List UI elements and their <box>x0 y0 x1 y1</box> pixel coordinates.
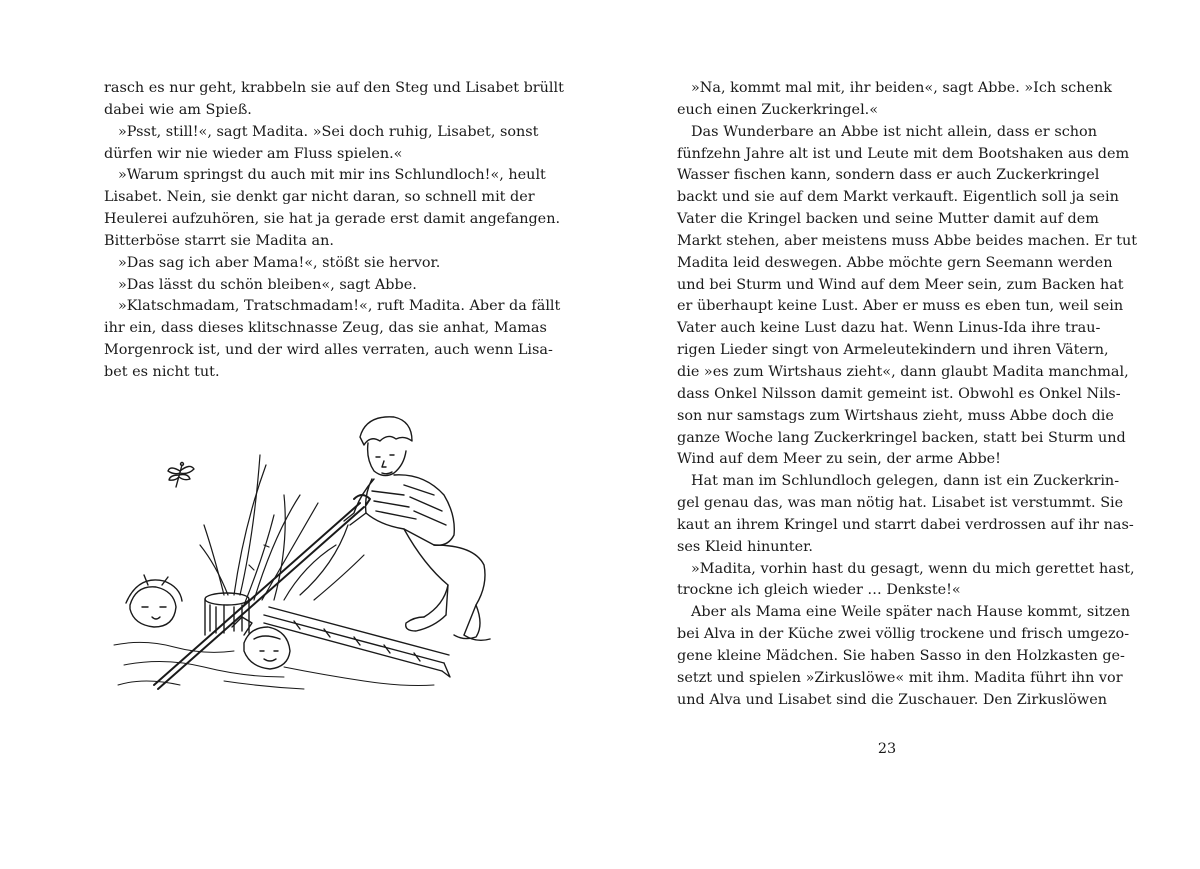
text-line: Bitterböse starrt sie Madita an. <box>104 232 334 249</box>
page-number: 23 <box>877 741 897 757</box>
text-line: Aber als Mama eine Weile später nach Hause kommt, sitzen <box>691 604 1131 621</box>
text-line: gel genau das, was man nötig hat. Lisabet ist verstummt. Sie <box>677 495 1124 512</box>
text-line: euch einen Zuckerkringel.« <box>677 101 879 118</box>
text-line: »Das sag ich aber Mama!«, stößt sie hervor. <box>118 254 441 271</box>
text-line: »Warum springst du auch mit mir ins Schlundloch!«, heult <box>118 167 546 184</box>
text-line: ses Kleid hinunter. <box>677 538 813 555</box>
text-line: kaut an ihrem Kringel und starrt dabei verdrossen auf ihr nas- <box>677 516 1134 533</box>
text-line: »Klatschmadam, Tratschmadam!«, ruft Madita. Aber da fällt <box>118 298 561 315</box>
text-line: rigen Lieder singt von Armeleutekindern und ihren Vätern, <box>677 342 1109 359</box>
right-page-text <box>677 78 1138 711</box>
text-line: backt und sie auf dem Markt verkauft. Eigentlich soll ja sein <box>677 189 1119 206</box>
text-line: und Alva und Lisabet sind die Zuschauer. Den Zirkuslöwen <box>677 691 1107 708</box>
dragonfly-icon <box>168 463 194 488</box>
text-line: fünfzehn Jahre alt ist und Leute mit dem Bootshaken aus dem <box>677 145 1130 162</box>
text-line: »Madita, vorhin hast du gesagt, wenn du mich gerettet hast, <box>691 560 1135 577</box>
left-page-text <box>104 78 564 384</box>
boy-figure <box>344 417 490 640</box>
text-line: Wasser fischen kann, sondern dass er auch Zuckerkringel <box>677 167 1100 184</box>
second-girl-in-water <box>126 575 182 627</box>
text-line: dürfen wir nie wieder am Fluss spielen.« <box>104 145 403 162</box>
text-line: gene kleine Mädchen. Sie haben Sasso in den Holzkasten ge- <box>677 647 1125 664</box>
text-line: »Psst, still!«, sagt Madita. »Sei doch ruhig, Lisabet, sonst <box>118 123 539 140</box>
text-line: Lisabet. Nein, sie denkt gar nicht daran, so schnell mit der <box>104 189 535 206</box>
text-line: »Das lässt du schön bleiben«, sagt Abbe. <box>118 276 417 293</box>
text-line: Madita leid deswegen. Abbe möchte gern Seemann werden <box>677 254 1113 271</box>
text-line: bet es nicht tut. <box>104 363 220 380</box>
boat-hook <box>154 495 370 689</box>
text-line: Vater die Kringel backen und seine Mutter damit auf dem <box>677 211 1099 228</box>
text-line: ganze Woche lang Zuckerkringel backen, statt bei Sturm und <box>677 429 1126 446</box>
text-line: »Na, kommt mal mit, ihr beiden«, sagt Abbe. »Ich schenk <box>691 80 1112 96</box>
text-line: trockne ich gleich wieder … Denkste!« <box>677 582 961 599</box>
text-line: Hat man im Schlundloch gelegen, dann ist ein Zuckerkrin- <box>691 473 1120 490</box>
text-line: und bei Sturm und Wind auf dem Meer sein, zum Backen hat <box>677 276 1124 293</box>
water-surface <box>114 642 434 689</box>
text-line: setzt und spielen »Zirkuslöwe« mit ihm. Madita führt ihn vor <box>677 669 1123 686</box>
text-line: rasch es nur geht, krabbeln sie auf den Steg und Lisabet brüllt <box>104 80 564 96</box>
text-line: Das Wunderbare an Abbe ist nicht allein, dass er schon <box>691 123 1097 140</box>
text-line: er überhaupt keine Lust. Aber er muss es eben tun, weil sein <box>677 298 1124 315</box>
text-line: son nur samstags zum Wirtshaus zieht, muss Abbe doch die <box>677 407 1114 424</box>
girl-in-water <box>232 617 290 669</box>
text-line: die »es zum Wirtshaus zieht«, dann glaubt Madita manchmal, <box>677 363 1129 380</box>
illustration-boy-rescuing-girls <box>104 395 528 695</box>
text-line: Markt stehen, aber meistens muss Abbe beides machen. Er tut <box>677 232 1138 249</box>
text-line: Wind auf dem Meer zu sein, der arme Abbe! <box>677 451 1001 468</box>
text-line: dabei wie am Spieß. <box>104 101 252 118</box>
text-line: Heulerei aufzuhören, sie hat ja gerade erst damit angefangen. <box>104 211 561 228</box>
text-line: Vater auch keine Lust dazu hat. Wenn Linus-Ida ihre trau- <box>677 320 1101 337</box>
text-line: dass Onkel Nilsson damit gemeint ist. Obwohl es Onkel Nils- <box>677 385 1121 402</box>
text-line: ihr ein, dass dieses klitschnasse Zeug, das sie anhat, Mamas <box>104 320 547 337</box>
text-line: bei Alva in der Küche zwei völlig trockene und frisch umgezo- <box>677 626 1130 643</box>
text-line: Morgenrock ist, und der wird alles verraten, auch wenn Lisa- <box>104 342 553 359</box>
